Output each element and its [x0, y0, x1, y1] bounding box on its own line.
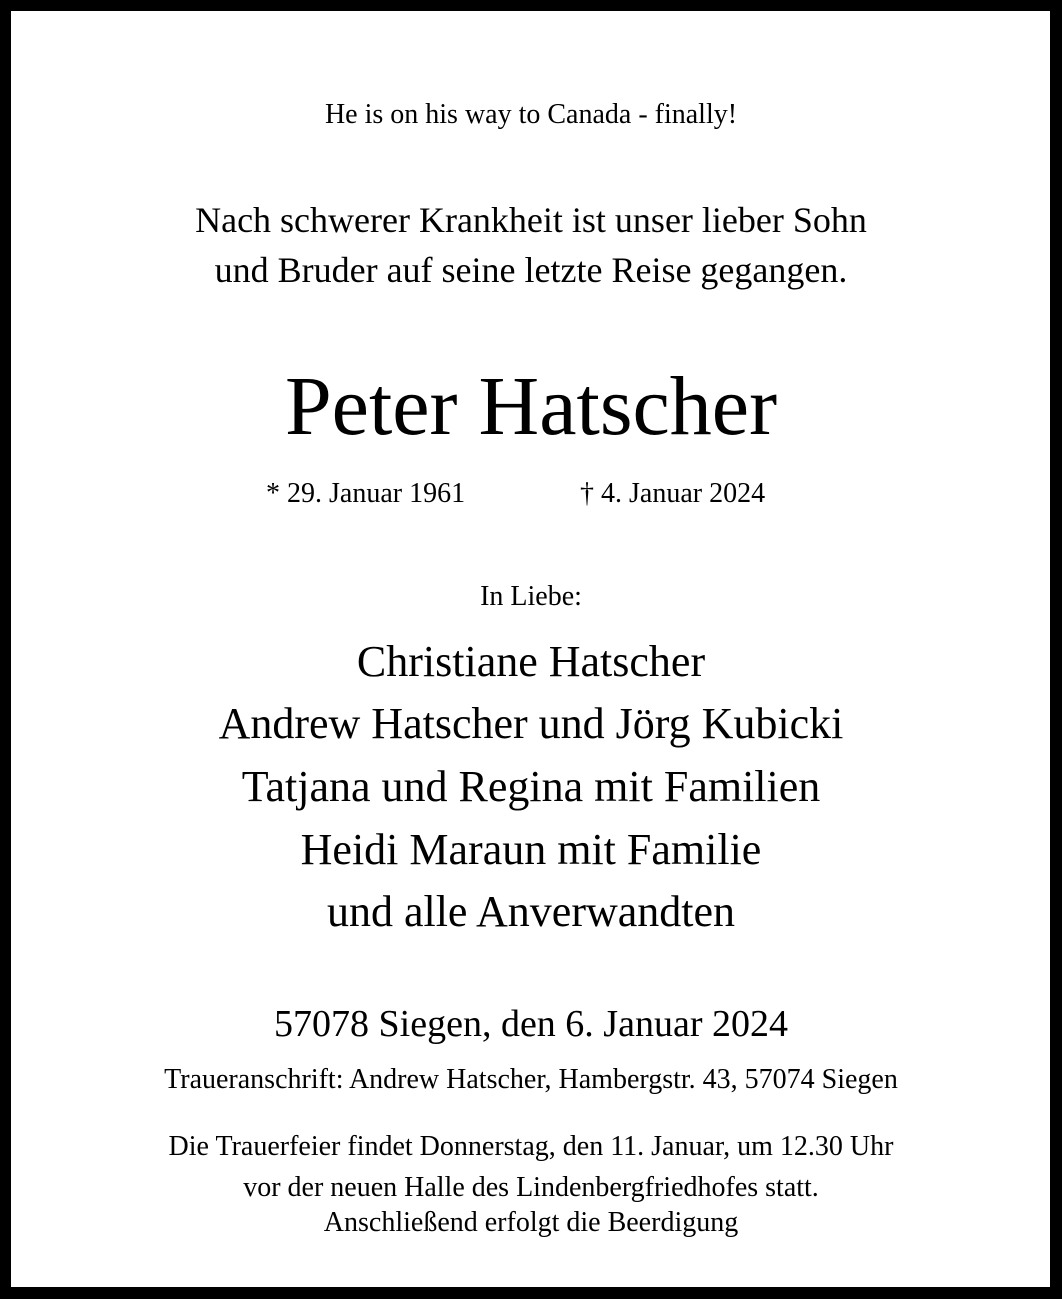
intro-line: Nach schwerer Krankheit ist unser lieber Sohn	[195, 200, 867, 240]
motto-line: He is on his way to Canada - finally!	[324, 99, 738, 130]
in-love-label: In Liebe:	[480, 581, 582, 612]
intro-line: und Bruder auf seine letzte Reise gegangen.	[214, 250, 848, 290]
mourner-name: Christiane Hatscher	[356, 637, 706, 686]
mourning-address: Traueranschrift: Andrew Hatscher, Hambergstr. 43, 57074 Siegen	[164, 1064, 898, 1095]
mourner-name: Heidi Maraun mit Familie	[300, 825, 762, 874]
deceased-name: Peter Hatscher	[284, 360, 778, 453]
ceremony-info-line: Anschließend erfolgt die Beerdigung	[323, 1207, 739, 1238]
ceremony-info-line: vor der neuen Halle des Lindenbergfriedhofes statt.	[243, 1172, 819, 1203]
mourner-name: Tatjana und Regina mit Familien	[241, 762, 821, 811]
mourner-name: Andrew Hatscher und Jörg Kubicki	[218, 699, 844, 748]
ceremony-info-line: Die Trauerfeier findet Donnerstag, den 11. Januar, um 12.30 Uhr	[168, 1131, 894, 1162]
place-and-date: 57078 Siegen, den 6. Januar 2024	[274, 1003, 788, 1045]
death-date: † 4. Januar 2024	[580, 478, 766, 509]
mourner-name: und alle Anverwandten	[326, 887, 736, 936]
birth-date: * 29. Januar 1961	[266, 478, 466, 509]
